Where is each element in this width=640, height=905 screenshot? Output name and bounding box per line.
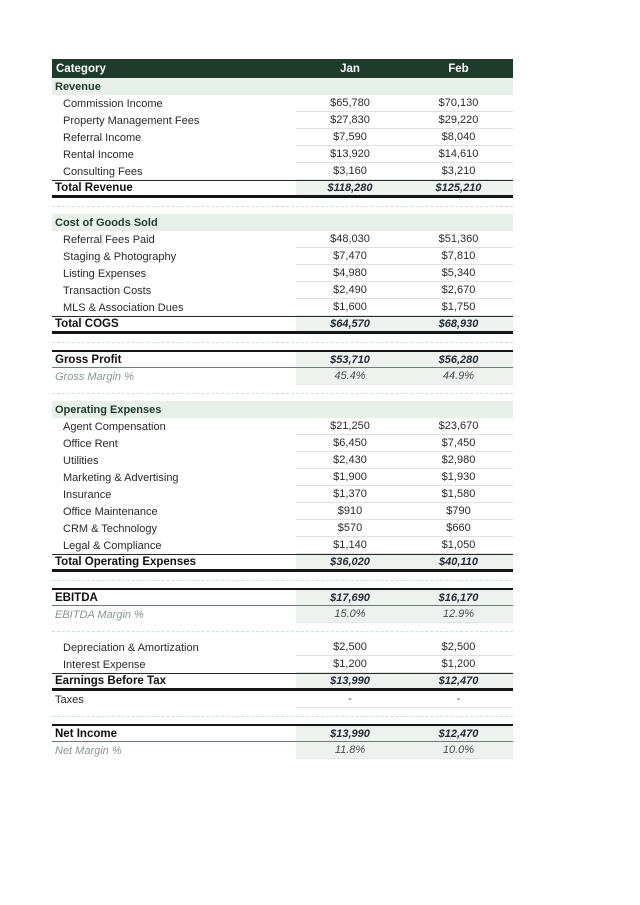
feb-value: $16,170 <box>404 590 513 605</box>
jan-value: $2,500 <box>296 639 404 656</box>
jan-value: $13,920 <box>296 146 404 163</box>
jan-value <box>296 214 404 231</box>
table-row <box>52 691 513 708</box>
row-label: Depreciation & Amortization <box>63 641 199 654</box>
jan-value: 45.4% <box>296 368 404 385</box>
row-label: Referral Income <box>63 131 142 144</box>
jan-value: $13,990 <box>296 674 404 688</box>
table-row <box>52 418 513 435</box>
jan-value: $17,690 <box>296 590 404 605</box>
row-label: MLS & Association Dues <box>63 301 184 314</box>
margin-row <box>52 368 513 385</box>
row-label: Total Revenue <box>55 182 133 194</box>
gap-row <box>52 334 513 350</box>
feb-value: $23,670 <box>404 418 513 435</box>
table-row <box>52 639 513 656</box>
gap-row <box>52 708 513 724</box>
section-header-row <box>52 401 513 418</box>
margin-row <box>52 742 513 759</box>
total-row <box>52 554 513 572</box>
row-label: Commission Income <box>63 97 163 110</box>
table-row <box>52 95 513 112</box>
feb-value: $1,580 <box>404 486 513 503</box>
jan-value <box>296 78 404 95</box>
feb-value: $40,110 <box>404 555 513 569</box>
total-row <box>52 350 513 368</box>
table-row <box>52 537 513 554</box>
feb-value: $3,210 <box>404 163 513 180</box>
table-row <box>52 435 513 452</box>
jan-value: 11.8% <box>296 742 404 759</box>
table-row <box>52 129 513 146</box>
table-row <box>52 112 513 129</box>
jan-value: $1,140 <box>296 537 404 554</box>
row-label: Gross Profit <box>55 353 122 366</box>
row-label: Total Operating Expenses <box>55 556 197 568</box>
row-label: CRM & Technology <box>63 522 157 535</box>
table-row <box>52 299 513 316</box>
jan-value: $65,780 <box>296 95 404 112</box>
jan-value: - <box>296 691 404 708</box>
table-row <box>52 656 513 673</box>
gap-row <box>52 385 513 401</box>
row-label: Agent Compensation <box>63 420 166 433</box>
jan-value: $3,160 <box>296 163 404 180</box>
table-row <box>52 282 513 299</box>
row-label: Taxes <box>55 693 84 706</box>
row-label: Office Maintenance <box>63 505 158 518</box>
column-header-row <box>52 59 513 78</box>
table-row <box>52 231 513 248</box>
row-label: Gross Margin % <box>55 370 134 383</box>
row-label: Listing Expenses <box>63 267 147 280</box>
jan-value: $118,280 <box>296 181 404 195</box>
feb-value: $790 <box>404 503 513 520</box>
row-label: Marketing & Advertising <box>63 471 179 484</box>
jan-value: $13,990 <box>296 726 404 741</box>
jan-value: $27,830 <box>296 112 404 129</box>
table-row <box>52 265 513 282</box>
table-row <box>52 486 513 503</box>
feb-value: $2,670 <box>404 282 513 299</box>
feb-value <box>404 214 513 231</box>
row-label: Legal & Compliance <box>63 539 162 552</box>
jan-value: $6,450 <box>296 435 404 452</box>
feb-value: $2,980 <box>404 452 513 469</box>
jan-value: $21,250 <box>296 418 404 435</box>
feb-value: $68,930 <box>404 317 513 331</box>
gap-row <box>52 623 513 639</box>
feb-value: $7,810 <box>404 248 513 265</box>
feb-value: 10.0% <box>404 742 513 759</box>
table-row <box>52 163 513 180</box>
total-row <box>52 180 513 198</box>
row-label: Office Rent <box>63 437 118 450</box>
feb-value: Feb <box>448 62 469 75</box>
row-label: Net Income <box>55 727 117 740</box>
table-row <box>52 146 513 163</box>
row-label: Revenue <box>55 80 101 93</box>
feb-value: - <box>404 691 513 708</box>
row-label: Total COGS <box>55 318 119 330</box>
jan-value: $1,900 <box>296 469 404 486</box>
feb-value: $12,470 <box>404 674 513 688</box>
feb-value: $1,200 <box>404 656 513 673</box>
jan-value: $53,710 <box>296 352 404 367</box>
feb-value: $70,130 <box>404 95 513 112</box>
jan-value: $910 <box>296 503 404 520</box>
table-row <box>52 503 513 520</box>
feb-value: $5,340 <box>404 265 513 282</box>
feb-value: $7,450 <box>404 435 513 452</box>
jan-value: $1,200 <box>296 656 404 673</box>
gap-row <box>52 198 513 214</box>
total-row <box>52 673 513 691</box>
feb-value: $660 <box>404 520 513 537</box>
row-label: Operating Expenses <box>55 403 162 416</box>
jan-value: $36,020 <box>296 555 404 569</box>
row-label: Earnings Before Tax <box>55 675 166 687</box>
feb-value: $1,930 <box>404 469 513 486</box>
jan-value: Jan <box>340 62 360 75</box>
total-row <box>52 316 513 334</box>
feb-value <box>404 78 513 95</box>
section-header-row <box>52 78 513 95</box>
gap-row <box>52 572 513 588</box>
pl-statement-table <box>52 59 513 759</box>
jan-value: $2,490 <box>296 282 404 299</box>
jan-value: $4,980 <box>296 265 404 282</box>
table-row <box>52 469 513 486</box>
feb-value: 12.9% <box>404 606 513 623</box>
total-row <box>52 588 513 606</box>
jan-value: $64,570 <box>296 317 404 331</box>
row-label: EBITDA <box>55 591 98 604</box>
jan-value: 15.0% <box>296 606 404 623</box>
row-label: Net Margin % <box>55 744 122 757</box>
section-header-row <box>52 214 513 231</box>
jan-value: $1,370 <box>296 486 404 503</box>
jan-value: $1,600 <box>296 299 404 316</box>
row-label: Consulting Fees <box>63 165 143 178</box>
jan-value <box>296 401 404 418</box>
feb-value: $14,610 <box>404 146 513 163</box>
row-label: Referral Fees Paid <box>63 233 155 246</box>
feb-value: $125,210 <box>404 181 513 195</box>
feb-value: $2,500 <box>404 639 513 656</box>
row-label: Category <box>56 62 106 75</box>
feb-value <box>404 401 513 418</box>
row-label: Staging & Photography <box>63 250 177 263</box>
row-label: Insurance <box>63 488 112 501</box>
jan-value: $2,430 <box>296 452 404 469</box>
table-row <box>52 520 513 537</box>
row-label: Transaction Costs <box>63 284 152 297</box>
jan-value: $570 <box>296 520 404 537</box>
feb-value: $12,470 <box>404 726 513 741</box>
margin-row <box>52 606 513 623</box>
feb-value: $8,040 <box>404 129 513 146</box>
table-row <box>52 248 513 265</box>
feb-value: 44.9% <box>404 368 513 385</box>
feb-value: $29,220 <box>404 112 513 129</box>
jan-value: $48,030 <box>296 231 404 248</box>
jan-value: $7,590 <box>296 129 404 146</box>
row-label: Interest Expense <box>63 658 146 671</box>
row-label: EBITDA Margin % <box>55 608 144 621</box>
table-row <box>52 452 513 469</box>
feb-value: $51,360 <box>404 231 513 248</box>
row-label: Cost of Goods Sold <box>55 216 158 229</box>
feb-value: $1,050 <box>404 537 513 554</box>
row-label: Property Management Fees <box>63 114 200 127</box>
row-label: Rental Income <box>63 148 134 161</box>
row-label: Utilities <box>63 454 99 467</box>
feb-value: $1,750 <box>404 299 513 316</box>
total-row <box>52 724 513 742</box>
feb-value: $56,280 <box>404 352 513 367</box>
jan-value: $7,470 <box>296 248 404 265</box>
